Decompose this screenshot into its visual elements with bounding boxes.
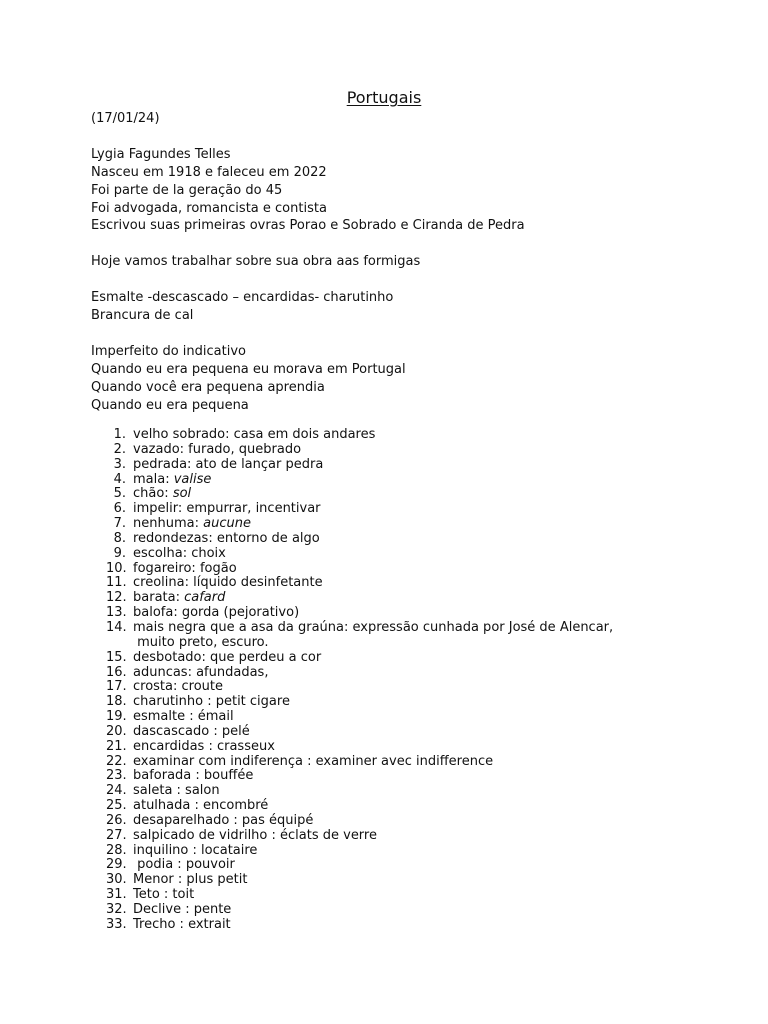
item-number: 1.: [113, 427, 126, 442]
item-translation-italic: valise: [173, 471, 212, 487]
item-text: [133, 814, 666, 829]
blank-line: [91, 128, 731, 146]
note-line: Hoje vamos trabalhar sobre sua obra aas formigas: [91, 254, 421, 270]
item-term: encardidas : crasseux: [133, 738, 275, 754]
vocab-item: [106, 562, 666, 577]
item-term: nenhuma:: [133, 516, 204, 532]
item-text: [133, 547, 666, 562]
item-term: Teto : toit: [133, 887, 195, 903]
item-term: saleta : salon: [133, 783, 220, 799]
item-term: mala:: [133, 471, 174, 487]
item-text: [133, 844, 666, 859]
item-number: 7.: [113, 516, 126, 532]
item-text: [133, 829, 666, 844]
vocabulary-list: [106, 428, 666, 933]
item-term: chão:: [133, 486, 173, 502]
note-line: Quando eu era pequena eu morava em Portugal: [91, 361, 406, 377]
item-text: [133, 562, 666, 577]
item-number: 13.: [106, 605, 127, 621]
item-number: 12.: [106, 590, 127, 606]
item-text: [133, 784, 666, 799]
note-line: Nasceu em 1918 e faleceu em 2022: [91, 164, 327, 180]
item-number: 15.: [106, 649, 127, 665]
item-number: 16.: [106, 664, 127, 680]
item-term: inquilino : locataire: [133, 842, 258, 858]
item-text: [133, 428, 666, 443]
item-text: [133, 532, 666, 547]
item-term: crosta: croute: [133, 679, 224, 695]
item-text: [133, 903, 666, 918]
vocab-item: [106, 473, 666, 488]
vocab-item: [106, 844, 666, 859]
vocab-item: [106, 532, 666, 547]
item-term: escolha: choix: [133, 545, 226, 561]
vocab-item: [106, 621, 666, 651]
item-term: dascascado : pelé: [133, 723, 250, 739]
vocab-item: [106, 888, 666, 903]
note-line: Esmalte -descascado – encardidas- charutinho: [91, 290, 394, 306]
item-term: redondezas: entorno de algo: [133, 530, 320, 546]
note-line: Quando você era pequena aprendia: [91, 379, 325, 395]
item-text: [133, 873, 666, 888]
item-term: aduncas: afundadas,: [133, 664, 269, 680]
item-term: baforada : bouffée: [133, 768, 254, 784]
item-term: examinar com indiferença : examiner avec indifference: [133, 753, 494, 769]
note-line: Foi parte de la geração do 45: [91, 182, 283, 198]
item-text: [133, 858, 666, 873]
item-text: [133, 473, 666, 488]
item-number: 17.: [106, 679, 127, 695]
vocab-item: [106, 591, 666, 606]
item-number: 8.: [113, 530, 126, 546]
note-line: (17/01/24): [91, 111, 160, 126]
item-term: fogareiro: fogão: [133, 560, 237, 576]
blank-line: [91, 325, 731, 343]
item-number: 30.: [106, 872, 127, 888]
vocab-item: [106, 799, 666, 814]
page-title: Portugais: [346, 88, 422, 107]
item-text: [133, 458, 666, 473]
vocab-item: [106, 873, 666, 888]
notes-section: [91, 110, 731, 414]
item-number: 21.: [106, 738, 127, 754]
vocab-item: [106, 606, 666, 621]
vocab-item: [106, 769, 666, 784]
vocab-item: [106, 725, 666, 740]
item-text: [133, 576, 666, 591]
item-translation-italic: aucune: [203, 516, 251, 532]
vocab-item: [106, 814, 666, 829]
item-term: Trecho : extrait: [133, 916, 231, 932]
item-term: salpicado de vidrilho : éclats de verre: [133, 827, 377, 843]
item-number: 24.: [106, 783, 127, 799]
vocab-item: [106, 680, 666, 695]
item-number: 31.: [106, 887, 127, 903]
blank-line: [91, 271, 731, 289]
note-line: Imperfeito do indicativo: [91, 343, 246, 359]
item-number: 25.: [106, 798, 127, 814]
item-number: 28.: [106, 842, 127, 858]
vocab-item: [106, 458, 666, 473]
item-number: 11.: [106, 575, 127, 591]
item-term: impelir: empurrar, incentivar: [133, 501, 321, 517]
vocab-item: [106, 517, 666, 532]
item-number: 19.: [106, 709, 127, 725]
item-text: [133, 591, 666, 606]
item-number: 22.: [106, 753, 127, 769]
vocab-item: [106, 502, 666, 517]
item-text: [133, 755, 666, 770]
item-text: [133, 517, 666, 532]
vocab-item: [106, 710, 666, 725]
item-number: 6.: [113, 501, 126, 517]
item-number: 10.: [106, 560, 127, 576]
item-number: 4.: [113, 471, 126, 487]
item-text: [133, 725, 666, 740]
item-term: creolina: líquido desinfetante: [133, 575, 323, 591]
vocab-item: [106, 740, 666, 755]
vocab-item: [106, 547, 666, 562]
item-translation-italic: sol: [172, 486, 192, 502]
item-text: [133, 695, 666, 710]
item-text: [133, 799, 666, 814]
item-number: 5.: [113, 486, 126, 502]
item-number: 14.: [106, 619, 127, 635]
item-term: vazado: furado, quebrado: [133, 441, 302, 457]
vocab-item: [106, 829, 666, 844]
item-number: 9.: [113, 545, 126, 561]
note-line: Brancura de cal: [91, 307, 194, 323]
item-text: [133, 710, 666, 725]
item-term: charutinho : petit cigare: [133, 694, 290, 710]
vocab-item: [106, 918, 666, 933]
item-text: [133, 487, 666, 502]
item-term: balofa: gorda (pejorativo): [133, 605, 300, 621]
vocab-item: [106, 695, 666, 710]
item-text: [133, 651, 666, 666]
item-number: 27.: [106, 827, 127, 843]
item-term: pedrada: ato de lançar pedra: [133, 456, 324, 472]
item-number: 3.: [113, 456, 126, 472]
vocab-item: [106, 858, 666, 873]
vocab-item: [106, 784, 666, 799]
item-term: mais negra que a asa da graúna: expressão cunhada por José de Alencar, muito preto, escuro.: [133, 619, 614, 650]
item-number: 20.: [106, 723, 127, 739]
item-term: velho sobrado: casa em dois andares: [133, 427, 376, 442]
item-term: Menor : plus petit: [133, 872, 248, 888]
note-line: Foi advogada, romancista e contista: [91, 200, 327, 216]
item-number: 32.: [106, 902, 127, 917]
vocab-item: [106, 755, 666, 770]
vocab-item: [106, 666, 666, 681]
note-line: Lygia Fagundes Telles: [91, 146, 231, 162]
note-line: Escrivou suas primeiras ovras Porao e Sobrado e Ciranda de Pedra: [91, 218, 525, 234]
item-number: 26.: [106, 812, 127, 828]
item-number: 33.: [106, 916, 127, 932]
vocab-item: [106, 576, 666, 591]
vocab-item: [106, 903, 666, 918]
vocab-item: [106, 443, 666, 458]
vocab-item: [106, 428, 666, 443]
item-text: [133, 502, 666, 517]
item-term: desbotado: que perdeu a cor: [133, 649, 322, 665]
item-term: podia : pouvoir: [133, 857, 235, 873]
item-number: 23.: [106, 768, 127, 784]
item-text: [133, 888, 666, 903]
item-text: [133, 680, 666, 695]
item-text: [133, 918, 666, 933]
item-number: 29.: [106, 857, 127, 873]
vocab-item: [106, 651, 666, 666]
item-text: [133, 606, 666, 621]
item-term: esmalte : émail: [133, 709, 234, 725]
item-text: [133, 666, 666, 681]
item-term: atulhada : encombré: [133, 798, 269, 814]
item-number: 18.: [106, 694, 127, 710]
item-text: [133, 443, 666, 458]
item-term: desaparelhado : pas équipé: [133, 812, 314, 828]
vocab-item: [106, 487, 666, 502]
item-translation-italic: cafard: [184, 590, 226, 606]
item-term: Declive : pente: [133, 902, 232, 917]
item-term: barata:: [133, 590, 185, 606]
item-text: [133, 740, 666, 755]
blank-line: [91, 235, 731, 253]
item-text: [133, 621, 666, 651]
note-line: Quando eu era pequena: [91, 397, 249, 413]
item-text: [133, 769, 666, 784]
item-number: 2.: [113, 441, 126, 457]
